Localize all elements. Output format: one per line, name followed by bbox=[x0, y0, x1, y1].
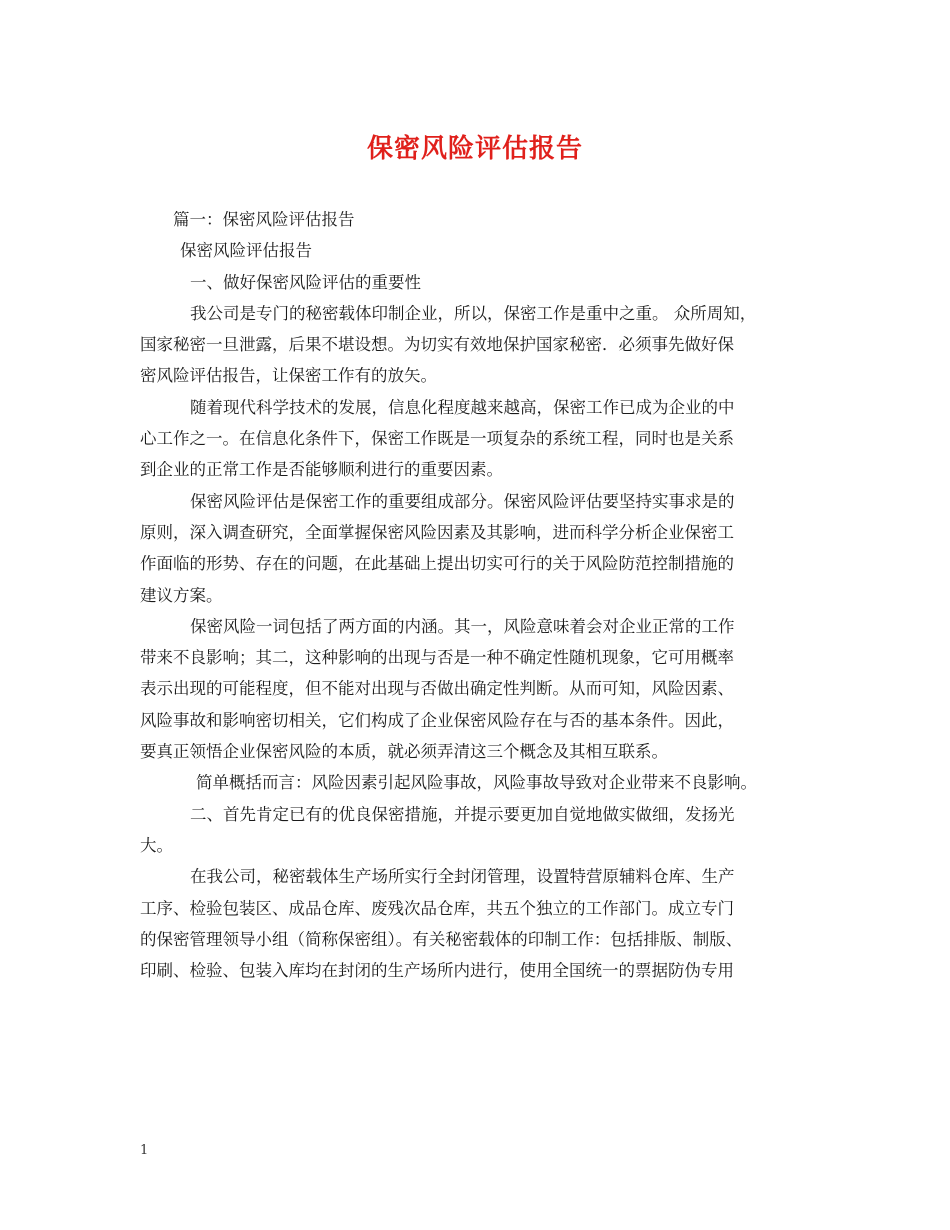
text-line: 简单概括而言：风险因素引起风险事故，风险事故导致对企业带来不良影响。 bbox=[196, 773, 757, 793]
page-number: 1 bbox=[140, 1143, 149, 1158]
text-line: 大。 bbox=[140, 835, 173, 855]
text-line: 心工作之一。在信息化条件下，保密工作既是一项复杂的系统工程，同时也是关系 bbox=[140, 429, 734, 449]
text-line: 密风险评估报告，让保密工作有的放矢。 bbox=[140, 366, 437, 386]
text-line: 的保密管理领导小组（简称保密组）。有关秘密载体的印制工作：包括排版、制版、 bbox=[140, 929, 743, 949]
text-line: 风险事故和影响密切相关，它们构成了企业保密风险存在与否的基本条件。因此， bbox=[140, 710, 734, 730]
document-body bbox=[140, 204, 825, 986]
text-line: 保密风险评估报告 bbox=[180, 241, 312, 261]
text-line: 我公司是专门的秘密载体印制企业，所以，保密工作是重中之重。 众所周知， bbox=[190, 303, 757, 323]
document-title: 保密风险评估报告 bbox=[366, 134, 583, 164]
text-line: 随着现代科学技术的发展，信息化程度越来越高，保密工作已成为企业的中 bbox=[190, 397, 735, 417]
text-line: 印刷、检验、包装入库均在封闭的生产场所内进行，使用全国统一的票据防伪专用 bbox=[140, 961, 734, 981]
text-line: 篇一：保密风险评估报告 bbox=[173, 210, 355, 229]
text-line: 保密风险一词包括了两方面的内涵。其一，风险意味着会对企业正常的工作 bbox=[190, 616, 735, 636]
text-line: 表示出现的可能程度，但不能对出现与否做出确定性判断。从而可知，风险因素、 bbox=[140, 679, 734, 699]
text-line: 二、首先肯定已有的优良保密措施，并提示要更加自觉地做实做细，发扬光 bbox=[190, 804, 735, 824]
text-line: 要真正领悟企业保密风险的本质，就必须弄清这三个概念及其相互联系。 bbox=[140, 742, 668, 762]
text-line: 建议方案。 bbox=[140, 585, 223, 605]
text-line: 在我公司，秘密载体生产场所实行全封闭管理，设置特营原辅料仓库、生产 bbox=[190, 867, 735, 887]
text-line: 工序、检验包装区、成品仓库、废残次品仓库，共五个独立的工作部门。成立专门 bbox=[140, 898, 734, 918]
text-line: 保密风险评估是保密工作的重要组成部分。保密风险评估要坚持实事求是的 bbox=[190, 491, 735, 511]
text-line: 带来不良影响；其二，这种影响的出现与否是一种不确定性随机现象，它可用概率 bbox=[140, 648, 734, 668]
text-line: 国家秘密一旦泄露，后果不堪设想。为切实有效地保护国家秘密．必须事先做好保 bbox=[140, 335, 734, 355]
text-line: 一、做好保密风险评估的重要性 bbox=[190, 272, 421, 292]
text-line: 原则，深入调查研究，全面掌握保密风险因素及其影响，进而科学分析企业保密工 bbox=[140, 522, 734, 542]
text-line: 到企业的正常工作是否能够顺利进行的重要因素。 bbox=[140, 460, 503, 480]
text-line: 作面临的形势、存在的问题，在此基础上提出切实可行的关于风险防范控制措施的 bbox=[140, 554, 734, 574]
